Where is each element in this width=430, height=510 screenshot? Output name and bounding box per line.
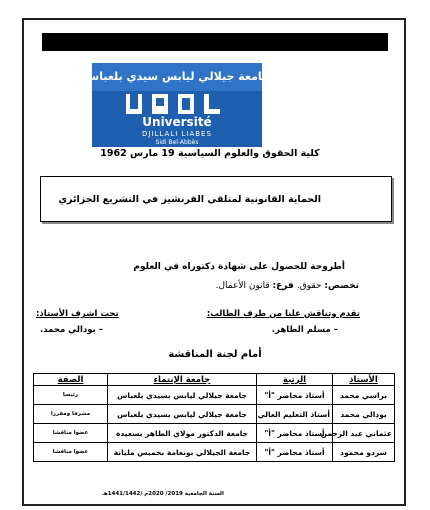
student-name: – مسلم الطاهر.	[271, 325, 338, 335]
header-role: الصفة	[34, 374, 108, 386]
branch-label: فرع:	[272, 281, 297, 291]
table-row	[34, 386, 395, 405]
faculty-name: كلية الحقوق والعلوم السياسية 19 مارس 1962	[100, 148, 320, 159]
table-header-row	[34, 374, 395, 386]
header-rank: الرتبة	[257, 374, 333, 386]
supervisor-name: – بودالي محمد.	[40, 325, 103, 335]
table-row	[34, 443, 395, 462]
member-rank: أستاذ التعليم العالي	[257, 405, 333, 424]
logo-arabic-text: جامعة جيلالي ليابس سيدي بلعباس	[84, 70, 270, 83]
header-black-bar	[42, 33, 388, 51]
logo-universite-text: Université	[142, 115, 212, 129]
member-university: جامعة جيلالي ليابس بسيدي بلعباس	[108, 405, 257, 424]
logo-liabes-text: DJILLALI LIABES	[142, 130, 212, 138]
member-university: جامعة الدكتور مولاي الطاهر بسعيدة	[108, 424, 257, 443]
branch-value: قانون الأعمال.	[215, 281, 273, 291]
table-row	[34, 424, 395, 443]
committee-title: أمام لجنة المناقشة	[168, 349, 262, 360]
member-university: جامعة الجيلالي بونعامة بخميس مليانة	[108, 443, 257, 462]
student-label: تقدم وتناقش علنا من طرف الطالب:	[206, 309, 360, 319]
thesis-title: الحماية القانونية لمتلقي الفرنشيز في التشريع الجزائري	[58, 194, 321, 205]
specialty-value: حقوق.	[296, 281, 325, 291]
member-rank: أستاذ محاضر "أ"	[257, 424, 333, 443]
thesis-type: أطروحة للحصول على شهادة دكتوراه في العلوم	[133, 262, 345, 272]
specialty-line	[216, 281, 359, 291]
university-logo	[84, 63, 270, 147]
member-name: عثماني عبد الرحمن	[333, 424, 395, 443]
member-rank: أستاذ محاضر "أ"	[257, 386, 333, 405]
member-name: سردو محمود	[333, 443, 395, 462]
member-rank: أستاذ محاضر "أ"	[257, 443, 333, 462]
thesis-title-box	[40, 176, 392, 222]
member-name: بودالي محمد	[333, 405, 395, 424]
table-row	[34, 405, 395, 424]
specialty-label: تخصص:	[324, 281, 359, 291]
header-professor: الأستاذ	[333, 374, 395, 386]
member-role: مشرفا ومقررا	[34, 405, 108, 424]
member-role: عضوا مناقشا	[34, 443, 108, 462]
member-role: عضوا مناقشا	[34, 424, 108, 443]
supervisor-label: تحت اشرف الأستاذ:	[36, 309, 119, 319]
member-role: رئيسا	[34, 386, 108, 405]
member-name: براسي محمد	[333, 386, 395, 405]
header-university: جامعة الإنتماء	[108, 374, 257, 386]
academic-year: السنة الجامعية 2019/ 2020م /1441/1442هـ	[102, 491, 224, 497]
committee-table	[33, 373, 395, 462]
logo-city-text: Sidi Bel-Abbès	[155, 139, 199, 146]
member-university: جامعة جيلالي ليابس بسيدي بلعباس	[108, 386, 257, 405]
